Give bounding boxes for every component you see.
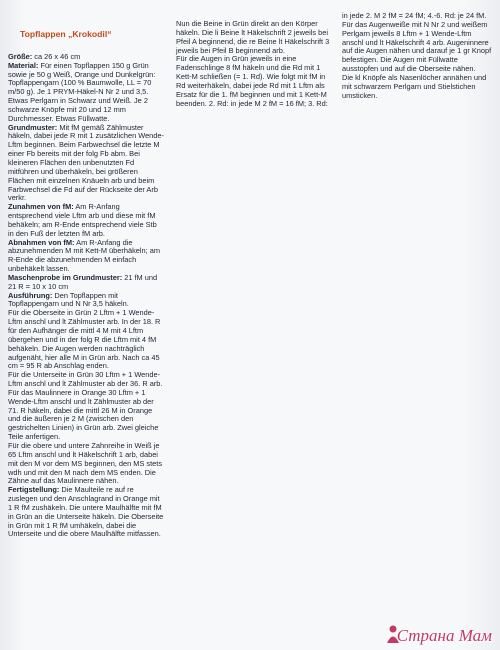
paragraph-heading: Material: [8,60,39,70]
paragraph-text: Etwas Perlgarn in Schwarz und Weiß. Je 2 schwarze Knöpfe mit 20 und 12 mm Durchmesser. Etwas Füllwatte. [8,96,148,123]
paragraph-text: Am R-Anfang entsprechend viele Lftm arb und diese mit fM behäkeln; am R-Ende entsprechend viele Stb in den Fuß der letzten fM arb. [8,202,157,238]
column-2 [176,20,334,108]
col3-paragraph [342,21,492,74]
paragraph-text: Mit fM gemäß Zählmuster häkeln, dabei jede R mit 1 zusätzlichen Wende-Lftm beginnen. Beim Farbwechsel die letzte M einer Fb bereits mit der folg Fb abm. Bei kleineren Flächen den unbenutzten Fd mitführen und überhäkeln, bei größeren Flächen mit einzelnen Knäueln arb und beim Farbwechsel die Fd auf der Rückseite der Arb verkr. [8,122,164,203]
column-3-paragraphs [342,12,492,100]
paragraph-text: Für die Unterseite in Grün 30 Lftm + 1 Wende-Lftm anschl und lt Zählmuster ab der 36. R arb. [8,370,163,389]
col1-paragraph [8,292,164,310]
column-3 [342,12,492,100]
paragraph-text: Für einen Topflappen 150 g Grün sowie je 50 g Weiß, Orange und Dunkelgrün: Topflappengarn (100 % Baumwolle, LL = 70 m/50 g). Je 1 PRYM-Häkel-N Nr 2 und 3,5. [8,60,156,97]
paragraph-text: Die Maulteile re auf re zuslegen und den Anschlagrand in Orange mit 1 R fM zushäkeln. Die untere Maulhälfte mit fM in Grün an die Unterseite häkeln. Die Oberseite in Grün mit 1 R fM umhäkeln, dabei die Unterseite und die obere Maulhälfte mitfassen. [8,485,164,539]
paragraph-text: Den Topflappen mit Topflappengarn und N Nr 3,5 häkeln. [8,290,129,309]
col1-paragraph [8,309,164,371]
paragraph-heading: Grundmuster: [8,122,58,132]
paragraph-text: Für die obere und untere Zahnreihe in Weiß je 65 Lftm anschl und lt Häkelschrift 1 arb, dabei mit den M vor dem MS beginnen, den MS stets wdh und mit den M nach dem MS enden. Die Zähne auf das Maulinnere nähen. [8,440,163,486]
paragraph-text: Für die Oberseite in Grün 2 Lftm + 1 Wende-Lftm anschl und lt Zählmuster arb. In der 18. R für den Aufhänger die mittl 4 M mit 4 Lftm übergehen und in der folg R die Lftm mit 4 fM behäkeln. Die Augen werden nachträglich aufgenäht, hier alle M in Grün arb. Nach ca 45 cm = 95 R ab Anschlag enden. [8,308,161,371]
col1-paragraph [8,371,164,389]
paragraph-text: Für die Augen in Grün jeweils in eine Fadenschlinge 8 fM häkeln und die Rd mit 1 Kett-M schließen (= 1. Rd). Wie folgt mit fM in Rd weiterhäkeln, dabei jede Rd mit 1 Lftm als Ersatz für die 1. fM beginnen und mit 1 Kett-M beenden. 2. Rd: in jede M 2 fM = 16 fM; 3. Rd: [176,54,328,108]
col2-paragraph [176,20,334,55]
col1-paragraph [8,62,164,97]
pattern-title: Topflappen „Krokodil“ [20,29,112,39]
col1-paragraph [8,274,164,292]
col1-paragraph [8,124,164,204]
col1-paragraph [8,389,164,442]
paragraph-text: 21 fM und 21 R = 10 x 10 cm [8,272,158,291]
column-1 [8,30,164,539]
column-1-paragraphs [8,53,164,539]
col1-paragraph [8,97,164,124]
paragraph-heading: Fertigstellung: [8,485,60,495]
col1-paragraph [8,203,164,238]
col1-paragraph [8,239,164,274]
site-logo-text: Страна Мам [396,626,492,645]
paragraph-heading: Größe: [8,51,33,61]
paragraph-text: Für das Augenweiße mit N Nr 2 und weißem Perlgarn jeweils 8 Lftm + 1 Wende-Lftm anschl und lt Häkelschrift 4 arb. Augeninnere auf die Augen nähen und darauf je 1 gr Knopf befestigen. Die Augen mit Füllwatte ausstopfen und auf die Oberseite nähen. [342,19,492,74]
paragraph-heading: Ausführung: [8,290,53,300]
col1-paragraph [8,442,164,486]
paragraph-text: Die kl Knöpfe als Nasenlöcher annähen und mit schwarzem Perlgarn und Stielstichen umsticken. [342,72,487,100]
col3-paragraph [342,74,492,101]
col1-paragraph [8,486,164,539]
col2-paragraph [176,55,334,108]
paragraph-heading: Abnahmen von fM: [8,237,75,247]
paragraph-text: Am R-Anfang die abzunehmenden M mit Kett-M überhäkeln; am R-Ende die abzunehmenden M einfach unbehäkelt lassen. [8,237,160,274]
paragraph-text: in jede 2. M 2 fM = 24 fM; 4.-6. Rd: je 24 fM. [342,11,487,20]
paragraph-heading: Maschenprobe im Grundmuster: [8,272,123,282]
paragraph-text: ca 26 x 46 cm [32,51,81,61]
paragraph-text: Für das Maulinnere in Orange 30 Lftm + 1 Wende-Lftm anschl und lt Zählmuster ab der 71. R häkeln, dabei die mittl 26 M in Orange und die äußeren je 2 M (zwischen den gestrichelten Linien) in Grün arb. Zwei gleiche Teile anfertigen. [8,387,159,442]
paragraph-heading: Zunahmen von fM: [8,202,74,212]
column-2-paragraphs [176,20,334,108]
paragraph-text: Nun die Beine in Grün direkt an den Körper häkeln. Die li Beine lt Häkelschrift 2 jeweils bei Pfeil A beginnend, die re Beine lt Häkelschrift 3 jeweils bei Pfeil B beginnend arb. [176,19,330,55]
